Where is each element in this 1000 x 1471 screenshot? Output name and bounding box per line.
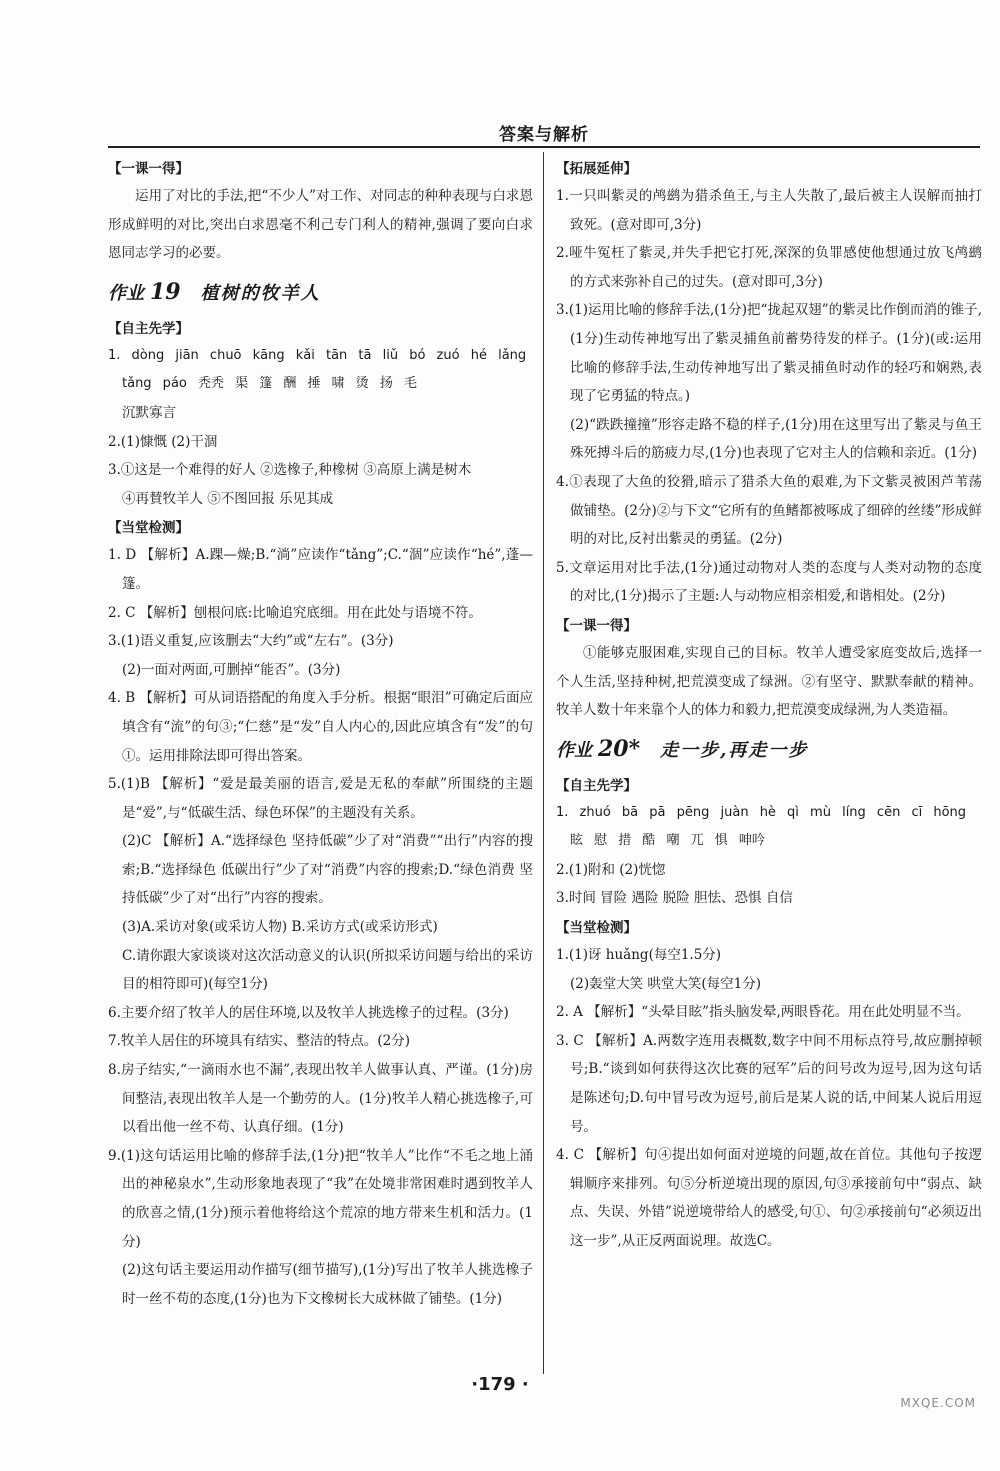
answer-item: (2)“跌跌撞撞”形容走路不稳的样子,(1分)用在这里写出了紫灵与鱼王殊死搏斗后的筋疲力尽,(1分)也表现了它对主人的信赖和亲近。(1分)	[570, 416, 982, 462]
answer-item: 8.房子结实,“一滴雨水也不漏”,表现出牧羊人做事认真、严谨。(1分)房间整洁,表现出牧羊人是一个勤劳的人。(1分)牧羊人精心挑选橡子,可以看出他一丝不苟、认真仔细。(1分)	[108, 1062, 533, 1136]
answer-item: 2.哑牛冤枉了紫灵,并失手把它打死,深深的负罪感使他想通过放飞鸬鹚的方式来弥补自己的过失。(意对即可,3分)	[556, 245, 982, 290]
answer-item: 1. D 【解析】A.踝—燥;B.“淌”应读作“tǎng”;C.“涸”应读作“hé”,蓬—篷。	[108, 547, 533, 592]
homework-number: 19	[150, 278, 181, 305]
homework-title: 走一步,再走一步	[660, 739, 809, 761]
pinyin-line: 1. zhuó bā pā pēng juàn hè qì mù líng cēn cī hōng	[556, 804, 967, 820]
page-header	[108, 118, 980, 148]
homework-prefix: 作业	[556, 739, 592, 761]
answer-item: 4. C 【解析】句④提出如何面对逆境的问题,故在首位。其他句子按逻辑顺序来排列。句⑤分析逆境出现的原因,句③承接前句中“弱点、缺点、失误、外错”说逆境带给人的感受,句①、句②承接前句“必须迈出这一步”,从正反两面说理。故选C。	[556, 1147, 982, 1249]
section-label-yikeyide: 【一课一得】	[556, 617, 637, 634]
answer-line: 2.(1)慷慨 (2)干涸	[108, 433, 218, 450]
answer-item: (3)A.采访对象(或采访人物) B.采访方式(或采访形式)	[122, 919, 438, 936]
answer-item: 1.一只叫紫灵的鸬鹚为猎杀鱼王,与主人失散了,最后被主人误解而抽打致死。(意对即可,3分)	[556, 188, 982, 233]
header-title: 答案与解析	[499, 125, 589, 145]
answer-line: 2.(1)附和 (2)恍惚	[556, 861, 666, 878]
answer-item: 2. C 【解析】刨根问底:比喻追究底细。用在此处与语境不符。	[108, 604, 482, 621]
answer-item: 3.(1)运用比喻的修辞手法,(1分)把“拢起双翅”的紫灵比作倒而消的锥子,(1分)生动传神地写出了紫灵捕鱼前蓄势待发的样子。(1分)(或:运用比喻的修辞手法,生动传神地写出了紫灵捕鱼时动作的轻巧和娴熟,表现了它勇猛的特点。)	[556, 302, 982, 405]
right-column	[556, 154, 982, 1256]
intro-paragraph: 运用了对比的手法,把“不少人”对工作、对同志的种种表现与白求恩形成鲜明的对比,突出白求恩毫不利己专门利人的精神,强调了要向白求恩同志学习的必要。	[108, 188, 533, 262]
section-label-zizhu: 【自主先学】	[108, 320, 189, 337]
answer-item: 5.文章运用对比手法,(1分)通过动物对人类的态度与人类对动物的态度的对比,(1分)揭示了主题:人与动物应相亲相爱,和谐相处。(2分)	[556, 559, 982, 605]
column-divider	[543, 152, 544, 1374]
summary-paragraph: ①能够克服困难,实现自己的目标。牧羊人遭受家庭变故后,选择一个人生活,坚持种树,把荒漠变成了绿洲。②有坚守、默默奉献的精神。牧羊人数十年来靠个人的体力和毅力,把荒漠变成绿洲,为人类造福。	[556, 644, 982, 719]
answer-item: 4. B 【解析】可从词语搭配的角度入手分析。根据“眼泪”可确定后面应填含有“流”的句③;“仁慈”是“发”自人内心的,因此应填含有“发”的句①。运用排除法即可得出答案。	[108, 690, 533, 764]
watermark-text: MXQE.COM	[900, 1396, 976, 1410]
section-label-dangtang: 【当堂检测】	[108, 520, 189, 537]
answer-item: 2. A 【解析】“头晕目眩”指头脑发晕,两眼昏花。用在此处明显不当。	[556, 1004, 970, 1021]
answer-item: 4.①表现了大鱼的狡猾,暗示了猎杀大鱼的艰难,为下文紫灵被困芦苇荡做铺垫。(2分)②与下文“它所有的鱼鳍都被啄成了细碎的丝缕”形成鲜明的对比,反衬出紫灵的勇猛。(2分)	[556, 473, 982, 548]
answer-line: 眩 慰 措 酷 嘲 兀 惧 呻吟	[570, 833, 765, 849]
answer-item: C.请你跟大家谈谈对这次活动意义的认识(所拟采访问题与给出的采访目的相符即可)(每空1分)	[122, 947, 533, 993]
section-label-zizhu: 【自主先学】	[556, 777, 637, 794]
header-rule	[108, 146, 980, 148]
answer-item: 6.主要介绍了牧羊人的居住环境,以及牧羊人挑选橡子的过程。(3分)	[108, 1004, 509, 1021]
page-number: ·179 ·	[471, 1374, 529, 1395]
answer-item: 1.(1)讶 huǎng(每空1.5分)	[556, 947, 722, 964]
homework-title: 植树的牧羊人	[200, 282, 321, 304]
answer-line: tǎng páo 秃秃 渠 篷 酬 捶 啸 烫 扬 毛	[122, 376, 418, 392]
left-column	[108, 154, 533, 1313]
homework-19-title	[108, 272, 533, 314]
homework-number: 20*	[598, 735, 641, 762]
homework-prefix: 作业	[108, 282, 144, 304]
answer-item: 3.(1)语义重复,应该删去“大约”或“左右”。(3分)	[108, 633, 394, 650]
pinyin-line: 1. dòng jiān chuō kāng kǎi tān tā liǔ bó zuó hé lǎng	[108, 347, 527, 363]
section-label-yikeyide: 【一课一得】	[108, 161, 189, 177]
answer-line: 3.①这是一个难得的好人 ②选橡子,种橡树 ③高原上满是树木	[108, 462, 472, 479]
section-label-dangtang: 【当堂检测】	[556, 920, 637, 937]
answer-line: 沉默寡言	[122, 404, 176, 421]
section-label-tuozhan: 【拓展延伸】	[556, 161, 637, 177]
homework-20-title	[556, 729, 982, 771]
answer-item: (2)这句话主要运用动作描写(细节描写),(1分)写出了牧羊人挑选橡子时一丝不苟的态度,(1分)也为下文橡树长大成林做了铺垫。(1分)	[122, 1262, 533, 1307]
answer-item: (2)轰堂大笑 哄堂大笑(每空1分)	[570, 975, 762, 992]
answer-line: ④再賛牧羊人 ⑤不图回报 乐见其成	[122, 490, 334, 507]
answer-item: (2)C 【解析】A.“选择绿色 坚持低碳”少了对“消费”“出行”内容的搜索;B.“选择绿色 低碳出行”少了对“消费”内容的搜索;D.“绿色消费 坚持低碳”少了对“出行”内容的搜索。	[122, 833, 533, 907]
answer-item: (2)一面对两面,可删掉“能否”。(3分)	[122, 661, 341, 678]
answer-item: 3. C 【解析】A.两数字连用表概数,数字中间不用标点符号,故应删掉顿号;B.“谈到如何获得这次比赛的冠军”后的问号改为逗号,因为这句话是陈述句;D.句中冒号改为逗号,前后是某人说的话,中间某人说后用逗号。	[556, 1032, 982, 1135]
answer-item: 9.(1)这句话运用比喻的修辞手法,(1分)把“牧羊人”比作“不毛之地上涌出的神秘泉水”,生动形象地表现了“我”在处境非常困难时遇到牧羊人的欣喜之情,(1分)预示着他将给这个荒凉的地方带来生机和活力。(1分)	[108, 1147, 533, 1250]
answer-item: 5.(1)B 【解析】“爱是最美丽的语言,爱是无私的奉献”所围绕的主题是“爱”,与“低碳生活、绿色环保”的主题没有关系。	[108, 776, 533, 821]
answer-item: 7.牧羊人居住的环境具有结实、整洁的特点。(2分)	[108, 1033, 411, 1050]
answer-line: 3.时间 冒险 遇险 脱险 胆怯、恐惧 自信	[556, 890, 793, 907]
